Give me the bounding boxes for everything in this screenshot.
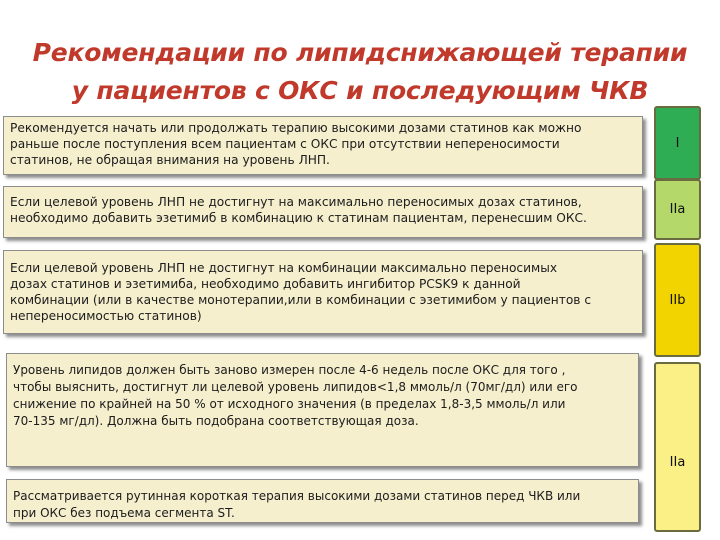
class-badge-2	[654, 179, 701, 240]
recommendation-line: необходимо добавить эзетимиб в комбинацию к статинам пациентам, перенесшим ОКС.	[10, 211, 587, 225]
class-label: IIb	[669, 292, 686, 308]
recommendation-ezetimibe	[3, 186, 643, 238]
recommendation-line: снижение по крайней на 50 % от исходного значения (в пределах 1,8-3,5 ммоль/л или	[13, 397, 566, 411]
recommendation-pre-pci-statin	[6, 479, 639, 523]
slide-title-line-2: у пациентов с ОКС и последующим ЧКВ	[71, 76, 649, 105]
class-badge-3	[654, 243, 701, 357]
recommendation-line: Если целевой уровень ЛНП не достигнут на комбинации максимально переносимых	[10, 261, 558, 275]
slide-title-line-1: Рекомендации по липидснижающей терапии	[32, 38, 688, 67]
recommendation-line: Уровень липидов должен быть заново измерен после 4-6 недель после ОКС для того ,	[13, 363, 566, 377]
class-label: I	[675, 135, 680, 151]
recommendation-lipid-remeasure	[6, 353, 639, 467]
recommendation-line: дозах статинов и эзетимиба, необходимо добавить ингибитор PCSK9 к данной	[10, 277, 521, 291]
class-label: IIa	[669, 202, 686, 217]
recommendation-line: статинов, не обращая внимания на уровень ЛНП.	[10, 153, 330, 167]
recommendation-line: Рекомендуется начать или продолжать терапию высокими дозами статинов как можно	[10, 121, 582, 135]
class-badge-1	[654, 106, 701, 180]
recommendation-line: Если целевой уровень ЛНП не достигнут на максимально переносимых дозах статинов,	[10, 195, 582, 209]
recommendation-line: 70-135 мг/дл). Должна быть подобрана соответствующая доза.	[13, 414, 419, 428]
slide-title	[0, 34, 720, 110]
class-badge-4	[654, 362, 701, 532]
recommendation-pcsk9	[3, 250, 643, 334]
recommendation-statin-high-dose	[3, 116, 643, 175]
class-label: IIa	[669, 454, 686, 470]
recommendation-line: раньше после поступления всем пациентам с ОКС при отсутствии непереносимости	[10, 137, 560, 151]
recommendation-line: чтобы выяснить, достигнут ли целевой уровень липидов<1,8 ммоль/л (70мг/дл) или его	[13, 380, 578, 394]
recommendation-line: Рассматривается рутинная короткая терапия высокими дозами статинов перед ЧКВ или	[13, 489, 581, 503]
recommendation-line: непереносимостью статинов)	[10, 309, 202, 323]
recommendation-line: комбинации (или в качестве монотерапии,или в комбинации с эзетимибом у пациентов с	[10, 293, 592, 307]
recommendation-line: при ОКС без подъема сегмента ST.	[13, 506, 235, 520]
